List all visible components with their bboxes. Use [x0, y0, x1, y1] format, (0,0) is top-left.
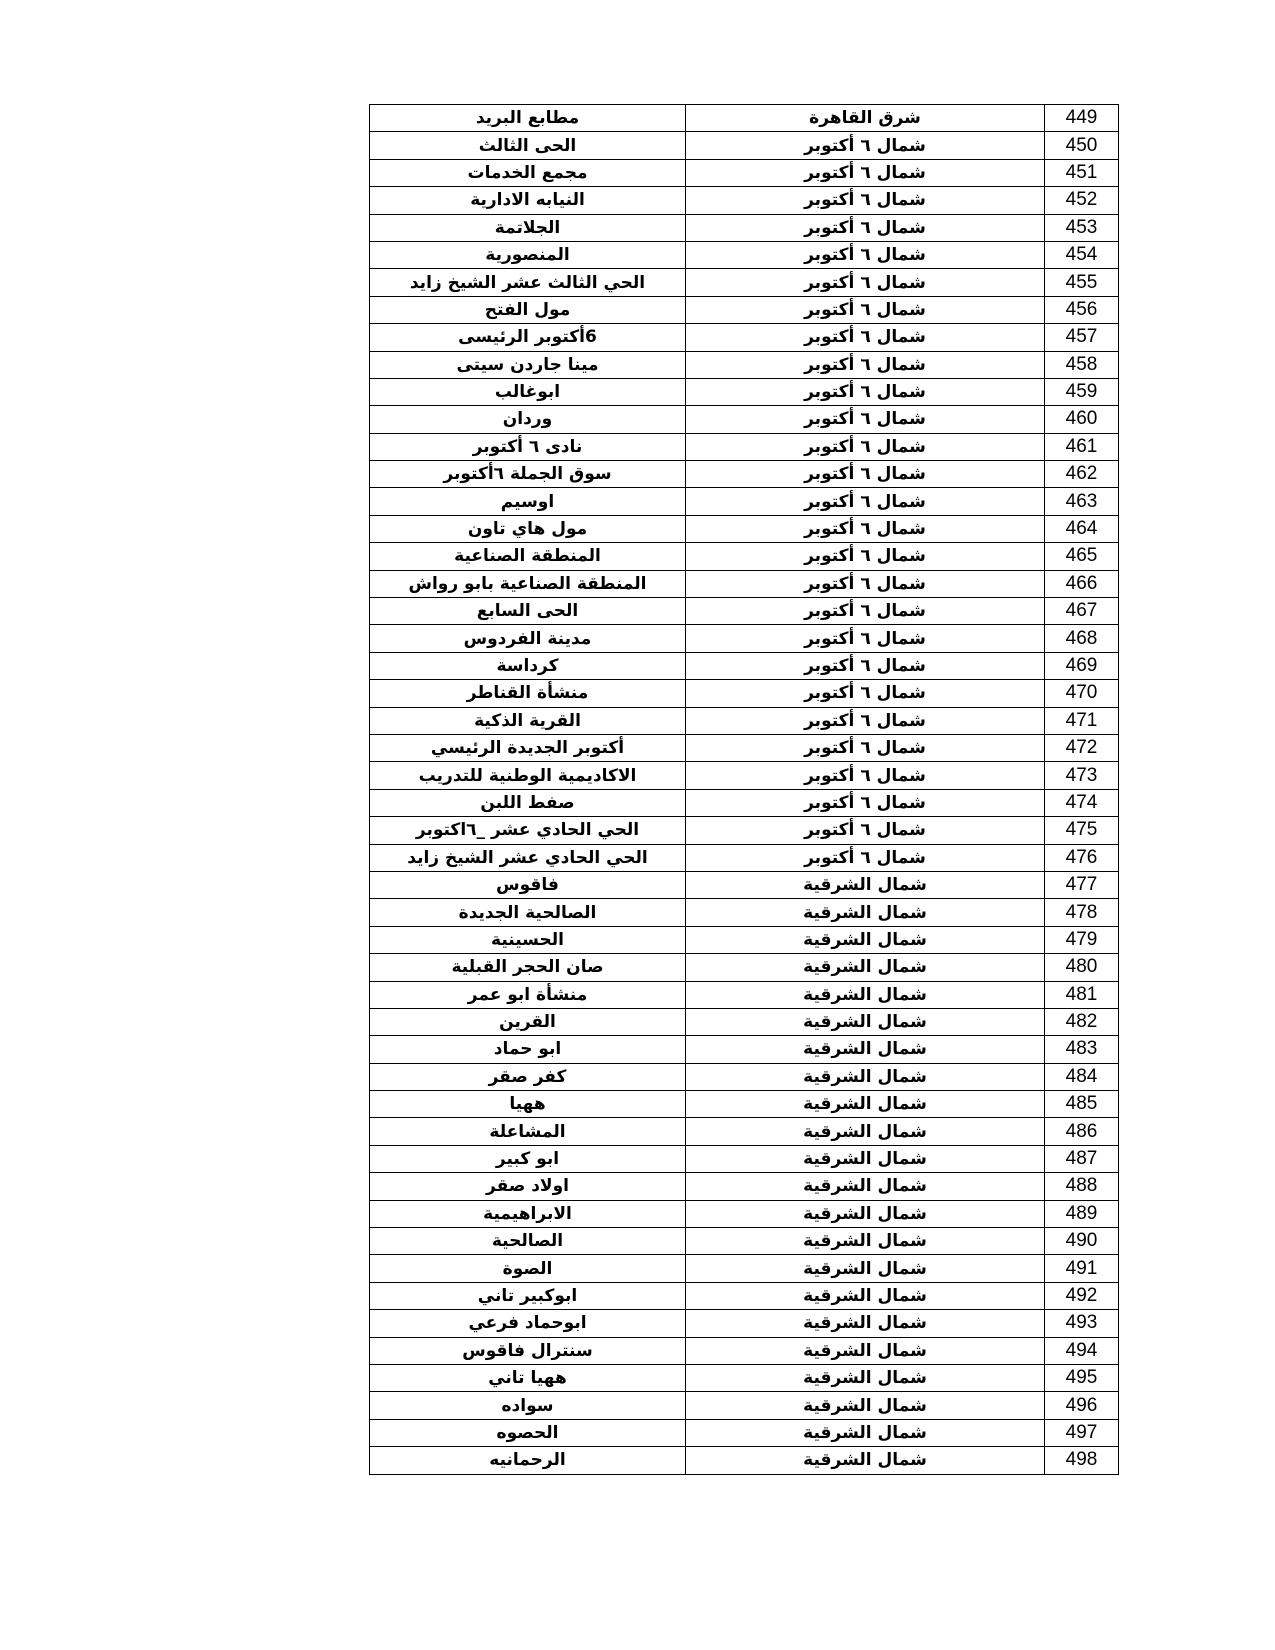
row-number-cell: 454	[1045, 241, 1119, 268]
table-row	[370, 515, 1119, 542]
region-cell: شمال الشرقية	[686, 899, 1045, 926]
table-row	[370, 844, 1119, 871]
branch-name-cell: نادى ٦ أكتوبر	[370, 433, 686, 460]
table-row	[370, 926, 1119, 953]
table-row	[370, 598, 1119, 625]
row-number-cell: 463	[1045, 488, 1119, 515]
table-row	[370, 680, 1119, 707]
table-row	[370, 269, 1119, 296]
branch-name-cell: ابوحماد فرعي	[370, 1310, 686, 1337]
branch-table-body	[370, 105, 1119, 1475]
table-row	[370, 1364, 1119, 1391]
row-number-cell: 457	[1045, 324, 1119, 351]
branch-name-cell: الاكاديمية الوطنية للتدريب	[370, 762, 686, 789]
branch-name-cell: صفط اللبن	[370, 789, 686, 816]
table-row	[370, 351, 1119, 378]
row-number-cell: 497	[1045, 1419, 1119, 1446]
row-number-cell: 470	[1045, 680, 1119, 707]
branch-name-cell: منشأة ابو عمر	[370, 981, 686, 1008]
branch-name-cell: ههيا	[370, 1091, 686, 1118]
region-cell: شمال الشرقية	[686, 1228, 1045, 1255]
row-number-cell: 461	[1045, 433, 1119, 460]
branch-name-cell: الحصوه	[370, 1419, 686, 1446]
region-cell: شمال الشرقية	[686, 1063, 1045, 1090]
row-number-cell: 490	[1045, 1228, 1119, 1255]
region-cell: شمال الشرقية	[686, 1200, 1045, 1227]
branch-name-cell: مجمع الخدمات	[370, 159, 686, 186]
region-cell: شمال الشرقية	[686, 1310, 1045, 1337]
region-cell: شمال الشرقية	[686, 1008, 1045, 1035]
branch-name-cell: الصالحية	[370, 1228, 686, 1255]
branch-name-cell: ابو كبير	[370, 1145, 686, 1172]
branch-name-cell: اوسيم	[370, 488, 686, 515]
region-cell: شمال ٦ أكتوبر	[686, 433, 1045, 460]
table-row	[370, 1091, 1119, 1118]
branch-name-cell: المشاعلة	[370, 1118, 686, 1145]
region-cell: شمال ٦ أكتوبر	[686, 488, 1045, 515]
table-row	[370, 570, 1119, 597]
row-number-cell: 479	[1045, 926, 1119, 953]
table-row	[370, 1255, 1119, 1282]
table-row	[370, 625, 1119, 652]
table-row	[370, 981, 1119, 1008]
row-number-cell: 449	[1045, 105, 1119, 132]
table-row	[370, 1118, 1119, 1145]
branch-name-cell: فاقوس	[370, 871, 686, 898]
row-number-cell: 488	[1045, 1173, 1119, 1200]
row-number-cell: 491	[1045, 1255, 1119, 1282]
table-row	[370, 652, 1119, 679]
row-number-cell: 458	[1045, 351, 1119, 378]
table-row	[370, 1036, 1119, 1063]
region-cell: شمال ٦ أكتوبر	[686, 680, 1045, 707]
branch-name-cell: سنترال فاقوس	[370, 1337, 686, 1364]
row-number-cell: 471	[1045, 707, 1119, 734]
table-row	[370, 707, 1119, 734]
row-number-cell: 467	[1045, 598, 1119, 625]
branch-name-cell: وردان	[370, 406, 686, 433]
table-row	[370, 159, 1119, 186]
table-row	[370, 817, 1119, 844]
branch-name-cell: الابراهيمية	[370, 1200, 686, 1227]
region-cell: شمال ٦ أكتوبر	[686, 378, 1045, 405]
table-row	[370, 1063, 1119, 1090]
region-cell: شمال ٦ أكتوبر	[686, 817, 1045, 844]
table-row	[370, 1310, 1119, 1337]
row-number-cell: 450	[1045, 132, 1119, 159]
branch-name-cell: الحي الحادي عشر الشيخ زايد	[370, 844, 686, 871]
table-row	[370, 1008, 1119, 1035]
row-number-cell: 486	[1045, 1118, 1119, 1145]
region-cell: شمال ٦ أكتوبر	[686, 214, 1045, 241]
table-row	[370, 954, 1119, 981]
row-number-cell: 492	[1045, 1282, 1119, 1309]
branch-name-cell: سوق الجملة ٦أكتوبر	[370, 461, 686, 488]
table-row	[370, 105, 1119, 132]
region-cell: شمال الشرقية	[686, 954, 1045, 981]
row-number-cell: 489	[1045, 1200, 1119, 1227]
region-cell: شمال ٦ أكتوبر	[686, 159, 1045, 186]
branch-name-cell: النيابه الادارية	[370, 187, 686, 214]
region-cell: شمال ٦ أكتوبر	[686, 324, 1045, 351]
row-number-cell: 487	[1045, 1145, 1119, 1172]
row-number-cell: 453	[1045, 214, 1119, 241]
branch-name-cell: المنطقة الصناعية بابو رواش	[370, 570, 686, 597]
region-cell: شمال الشرقية	[686, 1419, 1045, 1446]
table-row	[370, 324, 1119, 351]
table-row	[370, 1419, 1119, 1446]
region-cell: شمال ٦ أكتوبر	[686, 241, 1045, 268]
branch-name-cell: صان الحجر القبلية	[370, 954, 686, 981]
row-number-cell: 451	[1045, 159, 1119, 186]
row-number-cell: 455	[1045, 269, 1119, 296]
region-cell: شمال ٦ أكتوبر	[686, 625, 1045, 652]
table-row	[370, 1447, 1119, 1474]
region-cell: شمال ٦ أكتوبر	[686, 543, 1045, 570]
branch-name-cell: الحي الثالث عشر الشيخ زايد	[370, 269, 686, 296]
region-cell: شرق القاهرة	[686, 105, 1045, 132]
branch-name-cell: أكتوبر الجديدة الرئيسي	[370, 734, 686, 761]
row-number-cell: 473	[1045, 762, 1119, 789]
row-number-cell: 498	[1045, 1447, 1119, 1474]
region-cell: شمال ٦ أكتوبر	[686, 351, 1045, 378]
table-row	[370, 1200, 1119, 1227]
region-cell: شمال ٦ أكتوبر	[686, 406, 1045, 433]
region-cell: شمال الشرقية	[686, 1392, 1045, 1419]
table-row	[370, 734, 1119, 761]
row-number-cell: 482	[1045, 1008, 1119, 1035]
table-row	[370, 1337, 1119, 1364]
row-number-cell: 494	[1045, 1337, 1119, 1364]
branch-name-cell: الجلاتمة	[370, 214, 686, 241]
table-row	[370, 899, 1119, 926]
branch-name-cell: مول هاي تاون	[370, 515, 686, 542]
region-cell: شمال الشرقية	[686, 1145, 1045, 1172]
branch-table	[369, 104, 1119, 1475]
table-row	[370, 378, 1119, 405]
table-row	[370, 1173, 1119, 1200]
region-cell: شمال الشرقية	[686, 981, 1045, 1008]
row-number-cell: 464	[1045, 515, 1119, 542]
region-cell: شمال الشرقية	[686, 1091, 1045, 1118]
branch-name-cell: الصوة	[370, 1255, 686, 1282]
branch-name-cell: الصالحية الجديدة	[370, 899, 686, 926]
region-cell: شمال الشرقية	[686, 926, 1045, 953]
region-cell: شمال ٦ أكتوبر	[686, 707, 1045, 734]
row-number-cell: 469	[1045, 652, 1119, 679]
row-number-cell: 452	[1045, 187, 1119, 214]
table-row	[370, 543, 1119, 570]
branch-name-cell: مول الفتح	[370, 296, 686, 323]
region-cell: شمال الشرقية	[686, 1255, 1045, 1282]
row-number-cell: 468	[1045, 625, 1119, 652]
branch-name-cell: الحى الثالث	[370, 132, 686, 159]
branch-name-cell: ههيا تاني	[370, 1364, 686, 1391]
branch-name-cell: المنصورية	[370, 241, 686, 268]
branch-name-cell: ابوكبير تاني	[370, 1282, 686, 1309]
row-number-cell: 475	[1045, 817, 1119, 844]
table-row	[370, 762, 1119, 789]
table-row	[370, 488, 1119, 515]
table-row	[370, 214, 1119, 241]
row-number-cell: 459	[1045, 378, 1119, 405]
branch-name-cell: الحسينية	[370, 926, 686, 953]
row-number-cell: 460	[1045, 406, 1119, 433]
branch-name-cell: مدينة الفردوس	[370, 625, 686, 652]
branch-name-cell: ابوغالب	[370, 378, 686, 405]
region-cell: شمال الشرقية	[686, 1036, 1045, 1063]
row-number-cell: 493	[1045, 1310, 1119, 1337]
table-row	[370, 871, 1119, 898]
table-row	[370, 296, 1119, 323]
region-cell: شمال ٦ أكتوبر	[686, 296, 1045, 323]
row-number-cell: 456	[1045, 296, 1119, 323]
row-number-cell: 474	[1045, 789, 1119, 816]
branch-name-cell: القرية الذكية	[370, 707, 686, 734]
region-cell: شمال ٦ أكتوبر	[686, 789, 1045, 816]
row-number-cell: 496	[1045, 1392, 1119, 1419]
row-number-cell: 483	[1045, 1036, 1119, 1063]
table-row	[370, 241, 1119, 268]
table-row	[370, 187, 1119, 214]
branch-name-cell: سواده	[370, 1392, 686, 1419]
branch-name-cell: مطابع البريد	[370, 105, 686, 132]
row-number-cell: 481	[1045, 981, 1119, 1008]
table-row	[370, 433, 1119, 460]
row-number-cell: 462	[1045, 461, 1119, 488]
row-number-cell: 472	[1045, 734, 1119, 761]
row-number-cell: 476	[1045, 844, 1119, 871]
branch-name-cell: الحى السابع	[370, 598, 686, 625]
region-cell: شمال الشرقية	[686, 1118, 1045, 1145]
row-number-cell: 480	[1045, 954, 1119, 981]
region-cell: شمال ٦ أكتوبر	[686, 570, 1045, 597]
region-cell: شمال ٦ أكتوبر	[686, 598, 1045, 625]
region-cell: شمال الشرقية	[686, 1447, 1045, 1474]
branch-name-cell: منشأة القناطر	[370, 680, 686, 707]
table-row	[370, 1282, 1119, 1309]
branch-name-cell: ابو حماد	[370, 1036, 686, 1063]
table-row	[370, 461, 1119, 488]
branch-name-cell: الحي الحادي عشر _٦اكتوبر	[370, 817, 686, 844]
row-number-cell: 477	[1045, 871, 1119, 898]
region-cell: شمال الشرقية	[686, 1337, 1045, 1364]
row-number-cell: 485	[1045, 1091, 1119, 1118]
region-cell: شمال ٦ أكتوبر	[686, 187, 1045, 214]
branch-name-cell: المنطقة الصناعية	[370, 543, 686, 570]
branch-name-cell: اولاد صقر	[370, 1173, 686, 1200]
row-number-cell: 484	[1045, 1063, 1119, 1090]
branch-name-cell: الرحمانيه	[370, 1447, 686, 1474]
table-row	[370, 1145, 1119, 1172]
table-row	[370, 789, 1119, 816]
branch-name-cell: كفر صقر	[370, 1063, 686, 1090]
region-cell: شمال ٦ أكتوبر	[686, 132, 1045, 159]
region-cell: شمال ٦ أكتوبر	[686, 844, 1045, 871]
branch-name-cell: مينا جاردن سيتى	[370, 351, 686, 378]
region-cell: شمال الشرقية	[686, 1364, 1045, 1391]
row-number-cell: 466	[1045, 570, 1119, 597]
region-cell: شمال ٦ أكتوبر	[686, 515, 1045, 542]
row-number-cell: 478	[1045, 899, 1119, 926]
table-row	[370, 1228, 1119, 1255]
table-row	[370, 132, 1119, 159]
region-cell: شمال ٦ أكتوبر	[686, 762, 1045, 789]
table-row	[370, 406, 1119, 433]
branch-table-container	[369, 104, 1115, 1475]
branch-name-cell: القرين	[370, 1008, 686, 1035]
row-number-cell: 465	[1045, 543, 1119, 570]
branch-name-cell: كرداسة	[370, 652, 686, 679]
table-row	[370, 1392, 1119, 1419]
region-cell: شمال الشرقية	[686, 871, 1045, 898]
branch-name-cell: 6أكتوبر الرئيسى	[370, 324, 686, 351]
region-cell: شمال ٦ أكتوبر	[686, 269, 1045, 296]
region-cell: شمال ٦ أكتوبر	[686, 461, 1045, 488]
region-cell: شمال ٦ أكتوبر	[686, 734, 1045, 761]
row-number-cell: 495	[1045, 1364, 1119, 1391]
region-cell: شمال ٦ أكتوبر	[686, 652, 1045, 679]
region-cell: شمال الشرقية	[686, 1282, 1045, 1309]
region-cell: شمال الشرقية	[686, 1173, 1045, 1200]
